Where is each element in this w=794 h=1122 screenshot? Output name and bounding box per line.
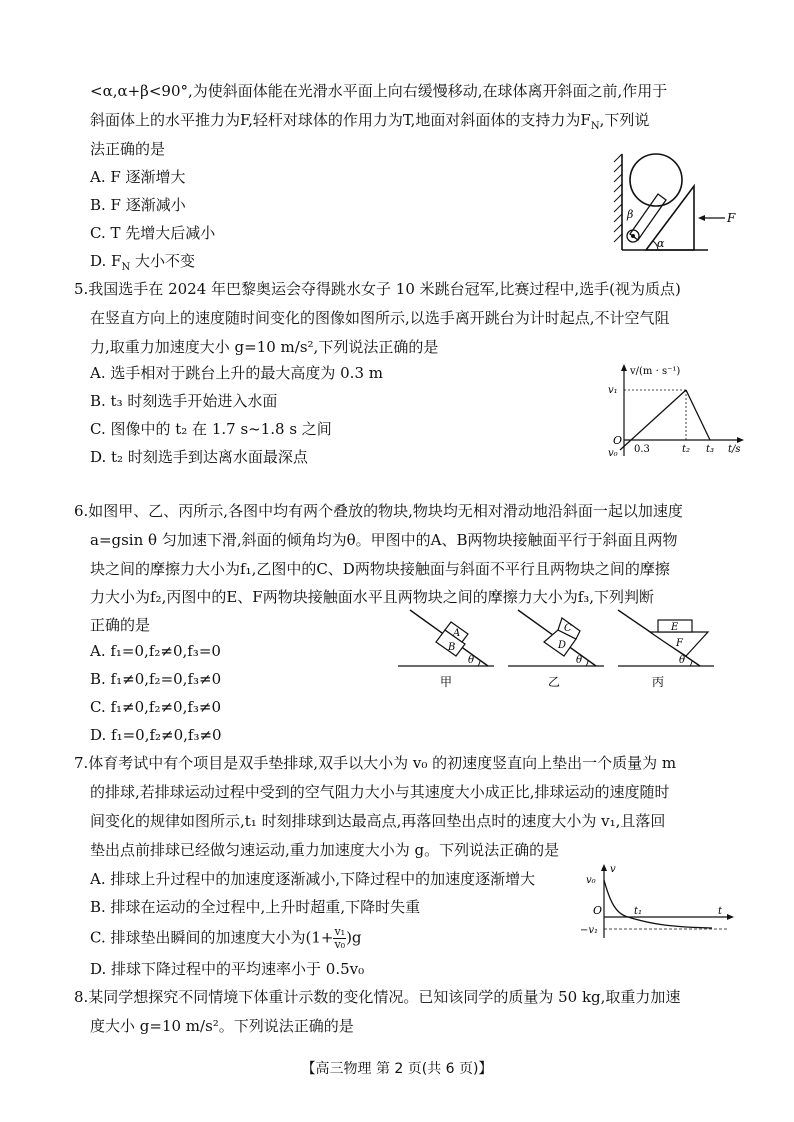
- q7-origin-label: O: [593, 904, 603, 917]
- q6-yi-theta: θ: [576, 655, 583, 666]
- q5-line-3: 力,取重力加速度大小 g=10 m/s²,下列说法正确的是: [90, 338, 439, 356]
- q6-figure-bing: [618, 610, 714, 689]
- q7-option-c-fraction: [333, 926, 346, 951]
- q5-option-c[interactable]: C. 图像中的 t₂ 在 1.7 s~1.8 s 之间: [90, 420, 332, 438]
- q6-line-3: 块之间的摩擦力大小为f₁,乙图中的C、D两物块接触面与斜面不平行且两物块之间的摩擦: [90, 560, 670, 578]
- q8-line-1: 8.某同学想探究不同情境下体重计示数的变化情况。已知该同学的质量为 50 kg,取重力加速: [74, 988, 681, 1006]
- q7-option-c-text: C. 排球垫出瞬间的加速度大小为(1+: [90, 928, 334, 947]
- q6-option-d[interactable]: D. f₁=0,f₂≠0,f₃≠0: [90, 726, 222, 744]
- q4-option-d-text: D. F: [90, 252, 122, 270]
- q7-graph: [580, 862, 740, 942]
- q4-line-3: 法正确的是: [90, 140, 166, 158]
- q6-yi-label-c: C: [564, 623, 572, 634]
- q5-line-1: 5.我国选手在 2024 年巴黎奥运会夺得跳水女子 10 米跳台冠军,比赛过程中,选手(视为质点): [74, 280, 681, 298]
- q4-line-2-text: 斜面体上的水平推力为F,轻杆对球体的作用力为T,地面对斜面体的支持力为F: [90, 111, 591, 129]
- q5-t-axis-arrow: [737, 437, 744, 443]
- q6-option-b[interactable]: B. f₁≠0,f₂=0,f₃≠0: [90, 670, 222, 688]
- q6-jia-label-b: B: [448, 642, 456, 653]
- page-footer: 【高三物理 第 2 页(共 6 页)】: [301, 1061, 493, 1077]
- q6-bing-label-f: F: [676, 638, 683, 649]
- q4-alpha-label: α: [657, 237, 665, 250]
- q7-option-c[interactable]: [90, 926, 362, 951]
- q6-jia-caption: 甲: [440, 675, 453, 689]
- q6-option-a[interactable]: A. f₁=0,f₂≠0,f₃=0: [90, 642, 221, 660]
- q4-force-arrowhead: [698, 215, 705, 221]
- q5-t2-label: t₂: [682, 444, 691, 455]
- q7-curve: [604, 880, 712, 928]
- q6-jia-label-a: A: [453, 628, 461, 639]
- q5-v0-label: v₀: [608, 448, 618, 459]
- q6-bing-label-e: E: [671, 622, 679, 633]
- q4-option-c[interactable]: C. T 先增大后减小: [90, 224, 216, 242]
- q5-t03-label: 0.3: [634, 444, 650, 455]
- q7-v0-label: v₀: [586, 875, 596, 886]
- q4-beta-label: β: [627, 208, 634, 221]
- q6-line-2: a=gsin θ 匀加速下滑,斜面的倾角均为θ。甲图中的A、B两物块接触面平行于斜面且两物: [90, 531, 678, 549]
- q5-v1-label: v₁: [608, 385, 618, 396]
- q6-line-4: 力大小为f₂,丙图中的E、F两物块接触面水平且两物块之间的摩擦力大小为f₃,下列判断: [90, 588, 655, 606]
- q6-option-c[interactable]: C. f₁≠0,f₂≠0,f₃≠0: [90, 698, 222, 716]
- q7-v-axis-arrow: [601, 864, 607, 871]
- q5-line-2: 在竖直方向上的速度随时间变化的图像如图所示,以选手离开跳台为计时起点,不计空气阻: [90, 309, 670, 327]
- q5-option-a[interactable]: A. 选手相对于跳台上升的最大高度为 0.3 m: [90, 364, 383, 382]
- q6-yi-caption: 乙: [548, 675, 561, 689]
- q7-t-label: t: [718, 906, 723, 917]
- q4-line-2-sub: N: [590, 121, 600, 132]
- q6-figure-yi: [508, 610, 604, 689]
- q5-t3-label: t₃: [706, 444, 715, 455]
- q4-option-d[interactable]: [90, 250, 195, 279]
- q5-option-d[interactable]: D. t₂ 时刻选手到达离水面最深点: [90, 448, 308, 466]
- q4-option-a[interactable]: A. F 逐渐增大: [90, 168, 186, 186]
- q6-figure-jia: [398, 610, 494, 689]
- q8-line-2: 度大小 g=10 m/s²。下列说法正确的是: [90, 1017, 354, 1035]
- q7-line-4: 垫出点前排球已经做匀速运动,重力加速度大小为 g。下列说法正确的是: [90, 841, 560, 859]
- q7-neg-v1-label: −v₁: [580, 925, 599, 936]
- q4-option-d-sub: N: [121, 262, 131, 273]
- q7-t1-label: t₁: [634, 906, 643, 917]
- q4-rod: [630, 194, 666, 240]
- q4-figure: [610, 152, 750, 256]
- q6-jia-theta: θ: [468, 655, 475, 666]
- q5-t-label: t/s: [728, 444, 741, 455]
- q7-v-label: v: [610, 864, 616, 875]
- q4-wall-hatch: [614, 154, 622, 242]
- q5-line-fall: [686, 390, 710, 440]
- q6-line-5: 正确的是: [90, 616, 151, 634]
- q6-yi-label-d: D: [558, 640, 567, 651]
- q6-line-1: 6.如图甲、乙、丙所示,各图中均有两个叠放的物块,物块均无相对滑动地沿斜面一起以加速度: [74, 502, 683, 520]
- q7-option-a[interactable]: A. 排球上升过程中的加速度逐渐减小,下降过程中的加速度逐渐增大: [90, 870, 536, 888]
- q7-option-c-num: v₁: [334, 925, 346, 938]
- q4-hinge-pin: [631, 234, 635, 238]
- q5-line-rise: [620, 390, 686, 450]
- q7-option-b[interactable]: B. 排球在运动的全过程中,上升时超重,下降时失重: [90, 898, 421, 916]
- q4-line-2-tail: ,下列说: [599, 111, 650, 129]
- q5-origin-label: O: [613, 434, 623, 447]
- q5-option-b[interactable]: B. t₃ 时刻选手开始进入水面: [90, 392, 278, 410]
- q7-option-c-tail: )g: [346, 928, 362, 947]
- q7-option-c-den: v₀: [334, 938, 346, 951]
- q4-ball: [630, 154, 682, 206]
- q7-option-d[interactable]: D. 排球下降过程中的平均速率小于 0.5v₀: [90, 960, 365, 978]
- q6-bing-theta: θ: [679, 655, 686, 666]
- q4-line-1: <α,α+β<90°,为使斜面体能在光滑水平面上向右缓慢移动,在球体离开斜面之前,作用于: [90, 82, 668, 100]
- q6-figures: [396, 606, 736, 698]
- q4-line-2: [90, 109, 649, 138]
- q5-graph: [600, 360, 750, 460]
- q5-v-label: v/(m · s⁻¹): [630, 366, 681, 377]
- q5-v-axis-arrow: [621, 364, 627, 371]
- q4-option-b[interactable]: B. F 逐渐减小: [90, 196, 186, 214]
- q7-line-2: 的排球,若排球运动过程中受到的空气阻力大小与其速度大小成正比,排球运动的速度随时: [90, 783, 670, 801]
- q6-bing-caption: 丙: [652, 675, 665, 689]
- q4-force-label: F: [727, 211, 736, 225]
- q4-option-d-tail: 大小不变: [130, 252, 195, 270]
- q7-line-3: 间变化的规律如图所示,t₁ 时刻排球到达最高点,再落回垫出点时的速度大小为 v₁,且落回: [90, 812, 666, 830]
- q7-line-1: 7.体育考试中有个项目是双手垫排球,双手以大小为 v₀ 的初速度竖直向上垫出一个质量为 m: [74, 754, 677, 772]
- q7-t-axis-arrow: [727, 914, 734, 920]
